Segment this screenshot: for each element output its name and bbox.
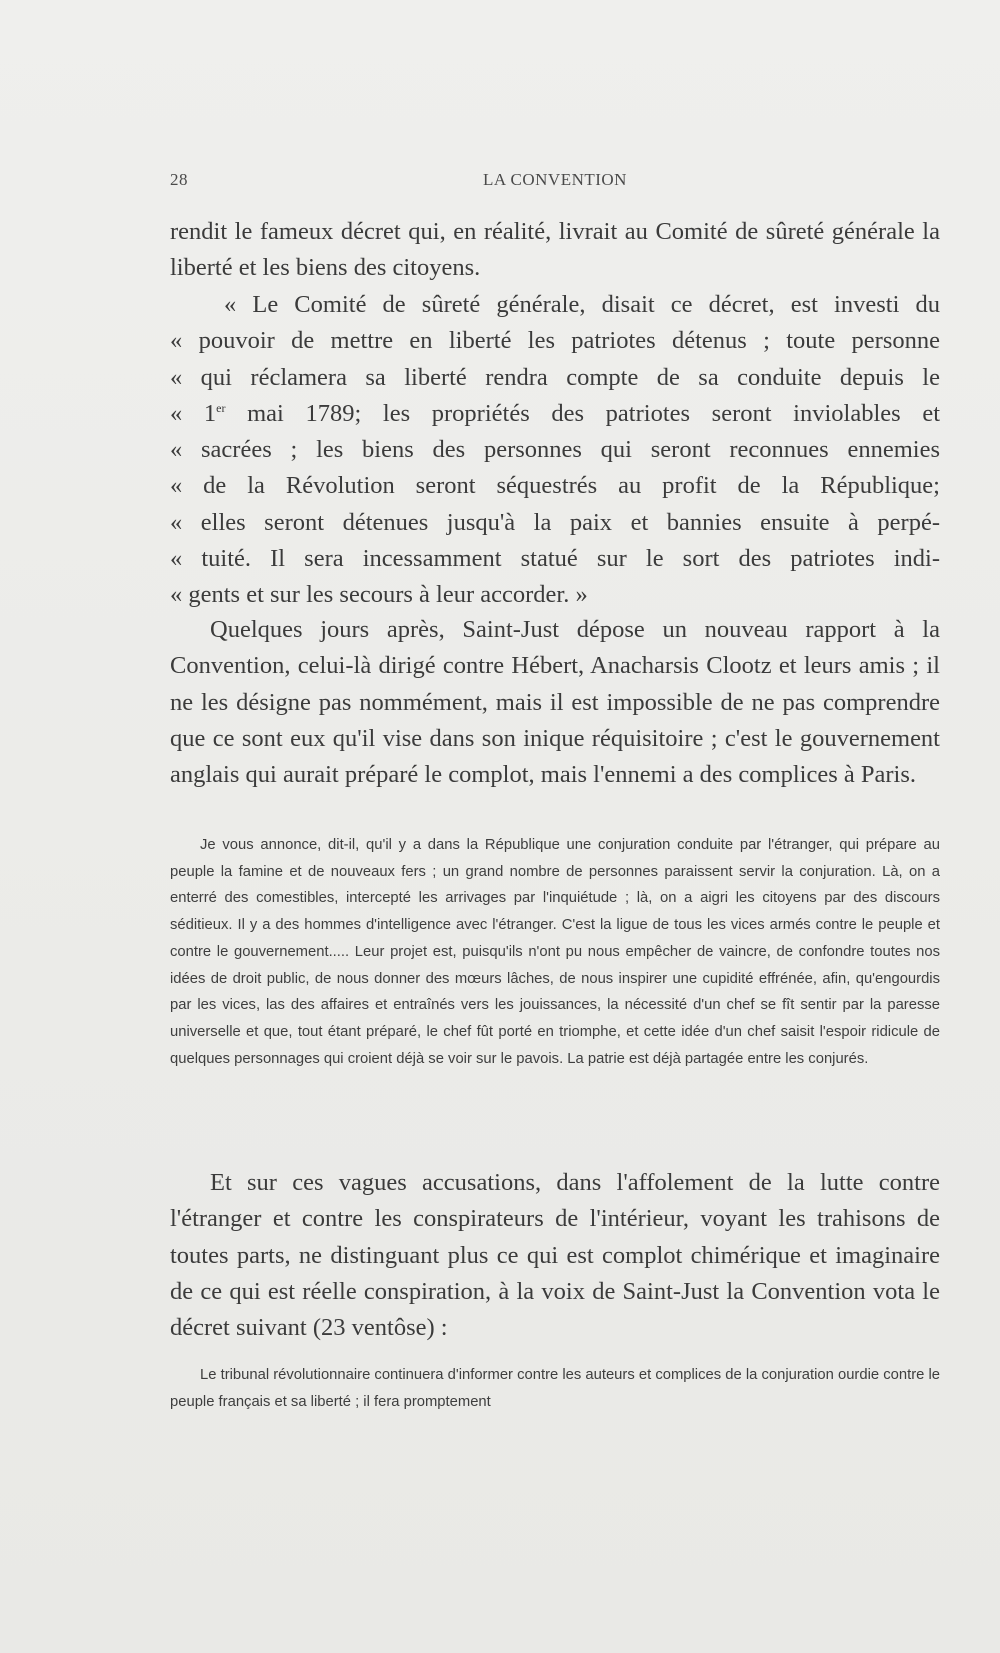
running-title: LA CONVENTION [483,170,627,189]
tribunal-quote-text: Le tribunal révolutionnaire continuera d'informer contre les auteurs et complices de la conjuration ourdie contre le peuple français et sa liberté ; il fera promptement [170,1367,940,1410]
intro-text: rendit le fameux décret qui, en réalité, livrait au Comité de sûreté générale la liberté et les biens des citoyens. [170,218,940,282]
decree-quote-line: « Le Comité de sûreté générale, disait ce décret, est investi du [224,291,940,318]
superscript-er: er [216,400,226,415]
paragraph-two-text: Quelques jours après, Saint-Just dépose un nouveau rapport à la Convention, celui-là dirigé contre Hébert, Anacharsis Clootz et leurs amis ; il ne les désigne pas nommément, mais il est impossible de ne pas comprendre que ce sont eux qu'il vise dans son inique réquisitoire ; c'est le gouvernement anglais qui aurait préparé le complot, mais l'ennemi a des complices à Paris. [170,616,940,789]
saint-just-quote-text: Je vous annonce, dit-il, qu'il y a dans la République une conjuration conduite par l'étranger, qui prépare au peuple la famine et de nouveaux fers ; un grand nombre de personnes paraissent servir la conjuration. Là, on a enterré des comestibles, intercepté les arrivages par l'inquiétude ; là, on a aigri les citoyens par des discours séditieux. Il y a des hommes d'intelligence avec l'étranger. C'est la ligue de tous les vices armés contre le peuple et contre le gouvernement..... Leur projet est, puisqu'ils n'ont pu nous empêcher de vaincre, de confondre toutes nos idées de droit public, de nous donner des mœurs lâches, de nous inspirer une cupidité effrénée, afin, qu'engourdis par les vices, las des affaires et entraînés vers les jouissances, la nécessité d'un chef se fît sentir par la paresse universelle et que, tout étant préparé, le chef fût porté en triomphe, et cette idée d'un chef saisit l'espoir ridicule de quelques personnages qui croient déjà se voir sur le pavois. La patrie est déjà partagée entre les conjurés. [170,837,940,1067]
paragraph-three-text: Et sur ces vagues accusations, dans l'affolement de la lutte contre l'étranger et contre les conspirateurs de l'intérieur, voyant les trahisons de toutes parts, ne distinguant plus ce qui est complot chimérique et imaginaire de ce qui est réelle conspiration, à la voix de Saint-Just la Convention vota le décret suivant (23 ventôse) : [170,1169,940,1342]
decree-quote-line: « pouvoir de mettre en liberté les patriotes détenus ; toute personne [170,327,940,355]
page-header [170,170,940,194]
decree-quote-line: « tuité. Il sera incessamment statué sur le sort des patriotes indi- [170,545,940,573]
decree-quote-line: « gents et sur les secours à leur accorder. » [170,581,588,609]
decree-quote-line: « de la Révolution seront séquestrés au profit de la République; [170,472,940,500]
decree-quote-line: « qui réclamera sa liberté rendra compte de sa conduite depuis le [170,363,940,391]
page-number: 28 [170,170,188,189]
decree-quote-line: « sacrées ; les biens des personnes qui seront reconnues ennemies [170,436,940,464]
tribunal-quote [170,1362,940,1415]
paragraph-three [170,1165,940,1346]
saint-just-quote [170,832,940,1072]
decree-quote-line: « elles seront détenues jusqu'à la paix et bannies ensuite à perpé- [170,508,940,536]
decree-quote [170,287,940,614]
decree-quote-line-start: « 1 [170,399,217,427]
decree-quote-line-end: mai 1789; les propriétés des patriotes seront inviolables et [225,399,941,427]
intro-paragraph [170,214,940,287]
paragraph-two [170,612,940,793]
decree-quote-line [170,396,940,432]
